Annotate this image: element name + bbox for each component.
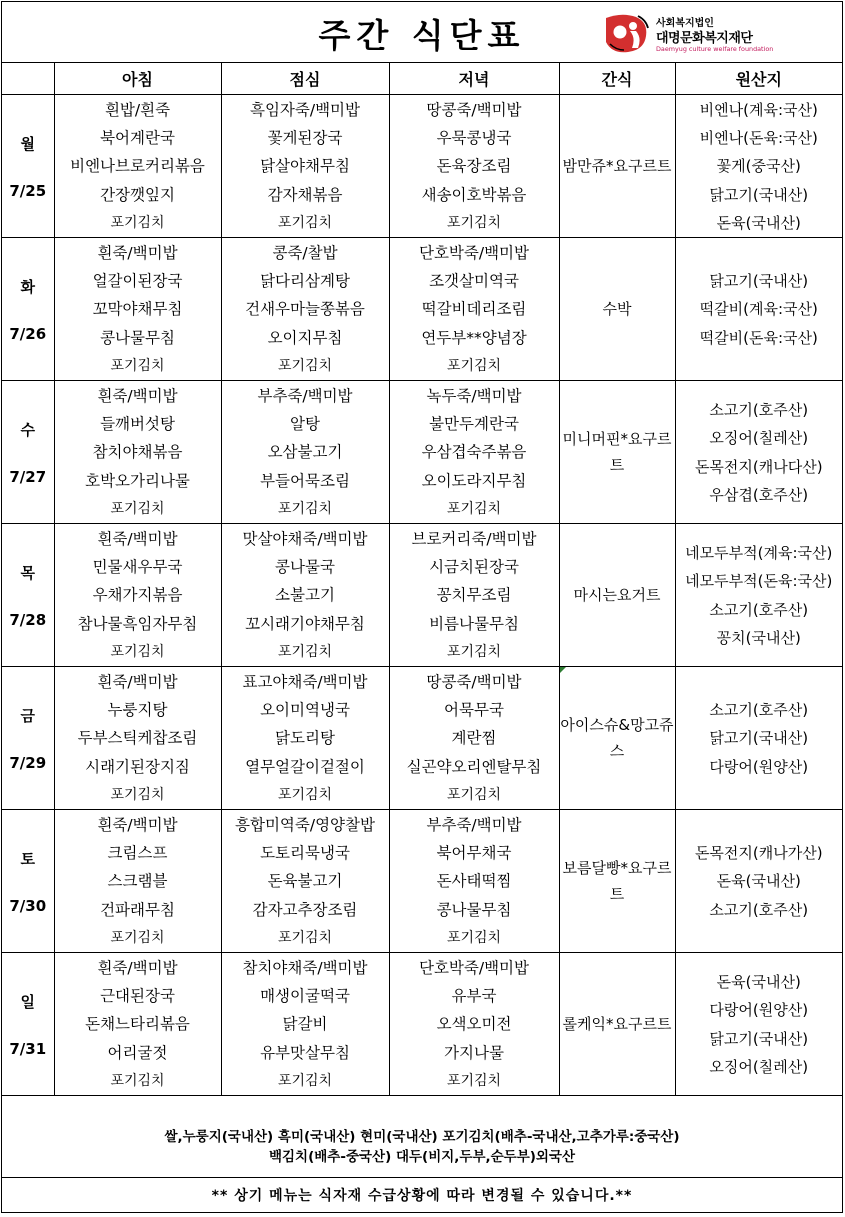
lunch-cell-list [222,810,389,952]
menu-item: 참나물흑임자무침 [77,614,198,633]
dinner-cell-list [390,524,559,666]
origin-item: 닭고기(국내산) [709,272,809,291]
menu-item: 표고야채죽/백미밥 [242,673,368,691]
dinner-cell-list [390,95,559,237]
menu-item: 맛살야채죽/백미밥 [242,530,368,548]
header-row [2,62,842,95]
dinner-cell [389,381,559,524]
menu-item: 유부맛살무침 [260,1043,350,1062]
breakfast-cell [54,95,221,238]
breakfast-cell-list [55,667,221,809]
origin-cell [675,95,842,238]
menu-item: 떡갈비데리조림 [421,300,527,319]
foundation-logo-icon [602,12,652,54]
menu-item: 브로커리죽/백미밥 [411,530,537,548]
snack-item: 보름달빵*요구르트 [562,859,672,903]
day-row [2,953,842,1096]
menu-item: 조갯살미역국 [429,272,519,291]
menu-item: 포기김치 [446,643,502,660]
snack-item: 미니머핀*요구르트 [562,430,672,474]
menu-item: 닭도리탕 [275,729,335,748]
origin-item: 돈육(국내산) [716,213,801,232]
origin-item: 다랑어(원양산) [709,1001,809,1020]
menu-item: 건새우마늘쫑볶음 [245,300,365,319]
menu-item: 단호박죽/백미밥 [418,959,530,977]
snack-cell [559,667,675,810]
menu-item: 돈육장조림 [436,157,512,176]
origin-item: 오징어(칠레산) [709,1057,809,1076]
menu-item: 포기김치 [110,1072,165,1089]
day-row [2,95,842,238]
lunch-cell [221,810,389,953]
date-label: 7/25 [9,181,47,200]
menu-item: 포기김치 [446,214,502,231]
menu-item: 북어무채국 [436,844,512,863]
breakfast-cell-list [55,238,221,380]
menu-item: 단호박죽/백미밥 [418,244,530,262]
menu-item: 매생이굴떡국 [260,987,350,1006]
menu-item: 흰죽/백미밥 [97,530,178,548]
menu-sheet [1,1,843,1213]
menu-item: 콩죽/찰밥 [272,244,338,262]
origin-item: 닭고기(국내산) [709,729,809,748]
menu-item: 콩나물무침 [436,900,512,919]
snack-cell [559,238,675,381]
menu-item: 근대된장국 [100,987,175,1006]
origin-cell [675,810,842,953]
menu-item: 어리굴젓 [107,1043,168,1062]
origin-item: 소고기(호주산) [709,900,809,919]
menu-item: 포기김치 [277,643,333,660]
page-title: 주간 식단표 [318,16,526,55]
menu-item: 우채가지볶음 [92,586,183,605]
menu-item: 포기김치 [446,1072,502,1089]
origin-cell [675,953,842,1096]
menu-item: 닭살야채무침 [260,157,350,176]
menu-item: 두부스틱케찹조림 [77,729,198,748]
snack-cell [559,953,675,1096]
menu-item: 포기김치 [110,214,165,231]
lunch-cell [221,953,389,1096]
snack-item: 수박 [602,300,632,318]
menu-item: 알탕 [290,415,320,434]
day-row [2,238,842,381]
weekday-label: 목 [20,563,35,582]
menu-item: 오색오미전 [436,1015,512,1034]
origin-item: 꽁치(국내산) [716,628,801,647]
origin-cell [675,381,842,524]
menu-item: 계란찜 [451,729,497,748]
day-cell [2,95,54,238]
date-label: 7/26 [9,324,47,343]
origin-item: 다랑어(원양산) [709,757,809,776]
menu-item: 불만두계란국 [429,415,519,434]
menu-item: 스크램블 [107,872,168,891]
lunch-cell-list [222,381,389,523]
snack-item: 롤케익*요구르트 [562,1015,672,1033]
header-origin: 원산지 [675,62,842,95]
menu-item: 땅콩죽/백미밥 [426,101,522,119]
breakfast-cell-list [55,953,221,1095]
dinner-cell [389,238,559,381]
logo-english: Daemyug culture welfare foundation [656,45,774,53]
menu-item: 포기김치 [446,929,502,946]
menu-item: 흥합미역죽/영양찰밥 [235,816,375,834]
origin-item: 꽃게(중국산) [716,157,801,176]
menu-item: 흰죽/백미밥 [97,244,178,262]
menu-item: 호박오가리나물 [85,471,190,490]
dinner-cell [389,524,559,667]
weekday-label: 월 [20,134,35,153]
date-label: 7/31 [9,1039,47,1058]
menu-item: 유부국 [451,987,497,1006]
origin-cell-list [676,266,843,352]
day-row [2,810,842,953]
menu-item: 포기김치 [277,929,333,946]
menu-item: 포기김치 [277,786,333,803]
breakfast-cell [54,524,221,667]
origin-item: 소고기(호주산) [709,401,809,420]
menu-item: 건파래무침 [100,900,175,919]
menu-item: 들깨버섯탕 [100,415,175,434]
menu-table [2,62,842,1096]
lunch-cell-list [222,238,389,380]
day-cell [2,524,54,667]
menu-item: 포기김치 [446,786,502,803]
menu-item: 오이도라지무침 [421,471,527,490]
menu-item: 감자고추장조림 [252,900,358,919]
origin-notes [2,1111,842,1178]
origin-cell-list [676,95,843,237]
dinner-cell-list [390,381,559,523]
date-label: 7/27 [9,467,47,486]
menu-item: 포기김치 [446,500,502,517]
dinner-cell-list [390,667,559,809]
menu-item: 포기김치 [110,500,165,517]
dinner-cell-list [390,238,559,380]
origin-item: 떡갈비(계육:국산) [699,300,818,319]
header-lunch: 점심 [221,62,389,95]
menu-item: 부추죽/백미밥 [257,387,353,405]
menu-item: 소불고기 [275,586,335,605]
menu-item: 포기김치 [446,357,502,374]
origin-cell [675,667,842,810]
dinner-cell [389,953,559,1096]
snack-item: 마시는요거트 [573,586,661,604]
origin-item: 오징어(칠레산) [709,429,809,448]
breakfast-cell [54,238,221,381]
menu-item: 포기김치 [110,929,165,946]
origin-item: 돈육(국내산) [716,872,801,891]
day-row [2,524,842,667]
snack-cell [559,381,675,524]
menu-item: 도토리묵냉국 [260,844,350,863]
breakfast-cell [54,810,221,953]
day-cell [2,667,54,810]
menu-item: 녹두죽/백미밥 [426,387,522,405]
origin-item: 닭고기(국내산) [709,1029,809,1048]
menu-item: 포기김치 [277,500,333,517]
header-snack: 간식 [559,62,675,95]
menu-item: 누룽지탕 [107,701,168,720]
origin-cell [675,238,842,381]
menu-item: 흰죽/백미밥 [97,673,178,691]
menu-item: 흰밥/흰죽 [104,101,171,119]
weekday-label: 일 [20,992,35,1011]
header-dinner: 저녁 [389,62,559,95]
menu-item: 감자채볶음 [267,185,343,204]
breakfast-cell [54,381,221,524]
menu-item: 열무얼갈이겉절이 [245,757,365,776]
menu-item: 꽃게된장국 [267,129,343,148]
menu-item: 돈육불고기 [267,872,343,891]
note-line: 백김치(배추-중국산) 대두(비지,두부,순두부)외국산 [268,1149,576,1165]
menu-item: 얼갈이된장국 [92,272,183,291]
breakfast-cell-list [55,524,221,666]
origin-cell-list [676,838,843,924]
menu-item: 꽁치무조림 [436,586,512,605]
origin-item: 비엔나(돈육:국산) [699,129,818,148]
menu-item: 부들어묵조림 [260,471,350,490]
menu-item: 참치야채볶음 [92,443,183,462]
menu-item: 참치야채죽/백미밥 [242,959,368,977]
menu-item: 흑임자죽/백미밥 [249,101,361,119]
menu-item: 닭갈비 [282,1015,328,1034]
menu-item: 우묵콩냉국 [436,129,512,148]
lunch-cell-list [222,524,389,666]
note-line: 쌀,누룽지(국내산) 흑미(국내산) 현미(국내산) 포기김치(배추-국내산,고추가루:중국산) [164,1129,680,1145]
origin-cell-list [676,395,843,509]
footer-notice: ** 상기 메뉴는 식자재 수급상황에 따라 변경될 수 있습니다.** [211,1188,633,1204]
origin-item: 돈목전지(캐나가산) [694,844,823,863]
date-label: 7/28 [9,610,47,629]
lunch-cell [221,524,389,667]
lunch-cell-list [222,95,389,237]
menu-item: 부추죽/백미밥 [426,816,522,834]
breakfast-cell-list [55,810,221,952]
date-label: 7/30 [9,896,47,915]
menu-item: 돈사태떡찜 [436,872,512,891]
day-cell [2,381,54,524]
origin-item: 떡갈비(돈육:국산) [699,328,818,347]
weekday-label: 토 [20,849,35,868]
day-cell [2,810,54,953]
lunch-cell [221,95,389,238]
dinner-cell [389,667,559,810]
menu-item: 포기김치 [277,214,333,231]
dinner-cell [389,810,559,953]
menu-item: 시래기된장지짐 [85,757,190,776]
menu-item: 오이미역냉국 [260,701,350,720]
origin-item: 네모두부적(계육:국산) [685,544,833,563]
menu-item: 오이지무침 [267,328,343,347]
menu-item: 북어계란국 [100,129,175,148]
logo-small-text: 사회복지법인 [656,18,714,29]
origin-cell-list [676,695,843,781]
lunch-cell [221,381,389,524]
date-label: 7/29 [9,753,47,772]
menu-item: 오삼불고기 [267,443,343,462]
snack-cell [559,810,675,953]
menu-item: 새송이호박볶음 [421,185,527,204]
menu-item: 꼬막야채무침 [92,300,183,319]
menu-item: 땅콩죽/백미밥 [426,673,522,691]
lunch-cell [221,238,389,381]
origin-item: 우삼겹(호주산) [709,485,809,504]
snack-cell [559,524,675,667]
menu-item: 비름나물무침 [429,614,519,633]
menu-item: 포기김치 [277,1072,333,1089]
breakfast-cell-list [55,95,221,237]
menu-item: 실곤약오리엔탈무침 [406,757,542,776]
menu-item: 포기김치 [110,786,165,803]
dinner-cell [389,95,559,238]
menu-item: 비엔나브로커리볶음 [70,157,205,176]
menu-item: 어묵무국 [444,701,504,720]
menu-item: 꼬시래기야채무침 [245,614,365,633]
origin-cell [675,524,842,667]
menu-item: 간장깻잎지 [100,185,175,204]
menu-item: 연두부**양념장 [421,328,527,347]
menu-item: 우삼겹숙주볶음 [421,443,527,462]
lunch-cell [221,667,389,810]
menu-item: 민물새우무국 [92,558,183,577]
origin-cell-list [676,967,843,1081]
menu-item: 흰죽/백미밥 [97,959,178,977]
day-cell [2,238,54,381]
origin-item: 닭고기(국내산) [709,185,809,204]
menu-item: 흰죽/백미밥 [97,387,178,405]
weekday-label: 금 [20,706,35,725]
dinner-cell-list [390,953,559,1095]
foundation-logo [602,12,802,56]
header-breakfast: 아침 [54,62,221,95]
menu-item: 포기김치 [277,357,333,374]
menu-item: 가지나물 [444,1043,504,1062]
lunch-cell-list [222,953,389,1095]
menu-item: 닭다리삼계탕 [260,272,350,291]
day-row [2,381,842,524]
lunch-cell-list [222,667,389,809]
origin-item: 돈목전지(캐나다산) [694,457,823,476]
header [2,2,842,63]
menu-item: 콩나물국 [275,558,335,577]
header-blank [2,62,54,95]
snack-item: 아이스슈&망고쥬스 [560,716,674,760]
origin-item: 소고기(호주산) [709,701,809,720]
weekday-label: 화 [20,277,35,296]
menu-item: 돈채느타리볶음 [85,1015,190,1034]
breakfast-cell-list [55,381,221,523]
origin-cell-list [676,538,843,652]
breakfast-cell [54,953,221,1096]
snack-item: 밤만쥬*요구르트 [562,157,672,175]
origin-item: 소고기(호주산) [709,600,809,619]
origin-item: 돈육(국내산) [716,973,801,992]
weekday-label: 수 [20,420,35,439]
day-cell [2,953,54,1096]
snack-cell [559,95,675,238]
menu-item: 시금치된장국 [429,558,519,577]
logo-name: 대명문화복지재단 [656,31,753,46]
breakfast-cell [54,667,221,810]
menu-item: 포기김치 [110,357,165,374]
menu-item: 흰죽/백미밥 [97,816,178,834]
menu-item: 콩나물무침 [100,328,175,347]
menu-item: 포기김치 [110,643,165,660]
day-row [2,667,842,810]
menu-item: 크림스프 [107,844,168,863]
origin-item: 네모두부적(돈육:국산) [685,572,833,591]
origin-item: 비엔나(계육:국산) [699,101,818,120]
dinner-cell-list [390,810,559,952]
